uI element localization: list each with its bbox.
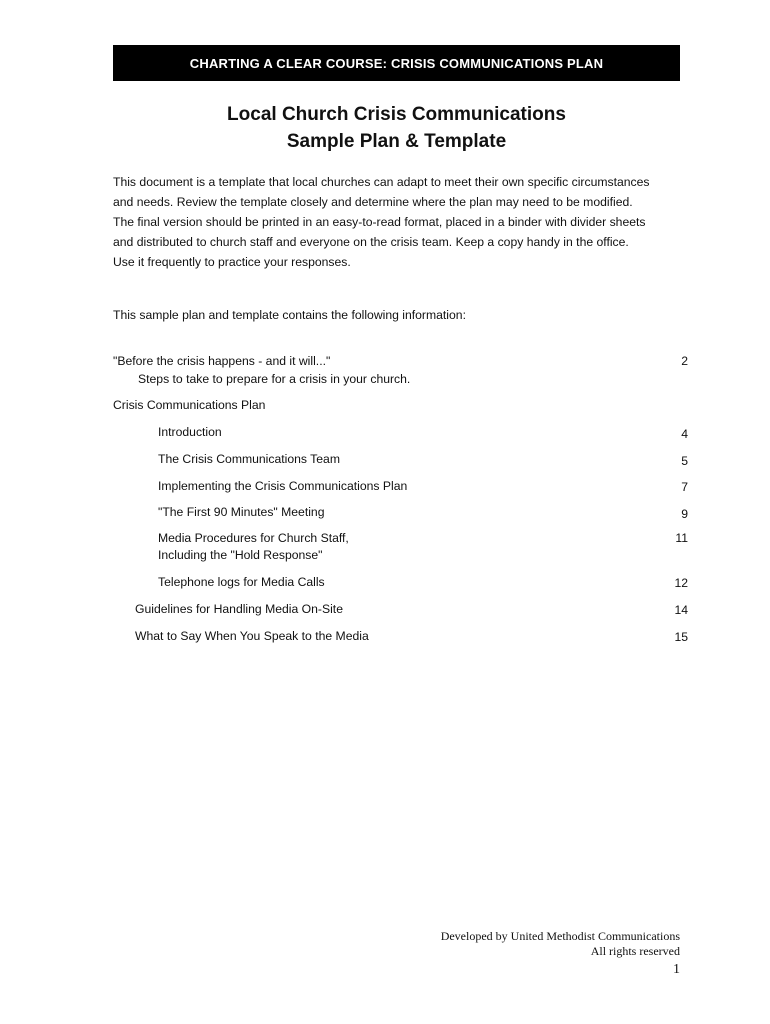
intro-paragraph <box>113 172 693 272</box>
toc-page-number: 15 <box>674 630 688 644</box>
document-title <box>113 101 680 155</box>
toc-item-continuation: Including the "Hold Response" <box>158 548 323 562</box>
toc-page-number: 9 <box>681 507 688 521</box>
toc-what-to-say: What to Say When You Speak to the Media <box>135 629 369 643</box>
intro-line: Use it frequently to practice your responses. <box>113 255 351 269</box>
toc-item: Introduction <box>158 425 222 439</box>
intro-line: and needs. Review the template closely and determine where the plan may need to be modified. <box>113 195 633 209</box>
footer-line-2: All rights reserved <box>590 944 680 958</box>
footer-line-1: Developed by United Methodist Communications <box>440 929 680 943</box>
toc-before-subtitle: Steps to take to prepare for a crisis in your church. <box>138 372 411 386</box>
toc-guidelines: Guidelines for Handling Media On-Site <box>135 602 343 616</box>
toc-item: The Crisis Communications Team <box>158 452 340 466</box>
toc-page-number: 2 <box>681 354 688 368</box>
footer-credit <box>441 929 680 959</box>
title-line-2: Sample Plan & Template <box>286 131 507 152</box>
title-line-1: Local Church Crisis Communications <box>227 104 566 125</box>
intro-line: This document is a template that local churches can adapt to meet their own specific circumstances <box>113 175 650 189</box>
toc-page-number: 12 <box>674 576 688 590</box>
toc-page-number: 11 <box>675 531 688 545</box>
contents-lead: This sample plan and template contains the following information: <box>113 308 466 322</box>
toc-item: Telephone logs for Media Calls <box>158 575 325 589</box>
toc-item: "The First 90 Minutes" Meeting <box>158 505 325 519</box>
toc-before-title: "Before the crisis happens - and it will..." <box>113 354 331 368</box>
toc-item: Media Procedures for Church Staff, <box>158 531 349 545</box>
toc-plan-heading: Crisis Communications Plan <box>113 398 266 412</box>
intro-line: and distributed to church staff and everyone on the crisis team. Keep a copy handy in the office. <box>113 235 629 249</box>
toc-page-number: 7 <box>681 480 688 494</box>
page-number: 1 <box>673 962 680 977</box>
toc-page-number: 14 <box>674 603 688 617</box>
toc-page-number: 5 <box>681 454 688 468</box>
toc-item: Implementing the Crisis Communications Plan <box>158 479 408 493</box>
intro-line: The final version should be printed in an easy-to-read format, placed in a binder with divider sheets <box>113 215 646 229</box>
toc-page-number: 4 <box>681 427 688 441</box>
header-banner: CHARTING A CLEAR COURSE: CRISIS COMMUNICATIONS PLAN <box>113 45 680 81</box>
